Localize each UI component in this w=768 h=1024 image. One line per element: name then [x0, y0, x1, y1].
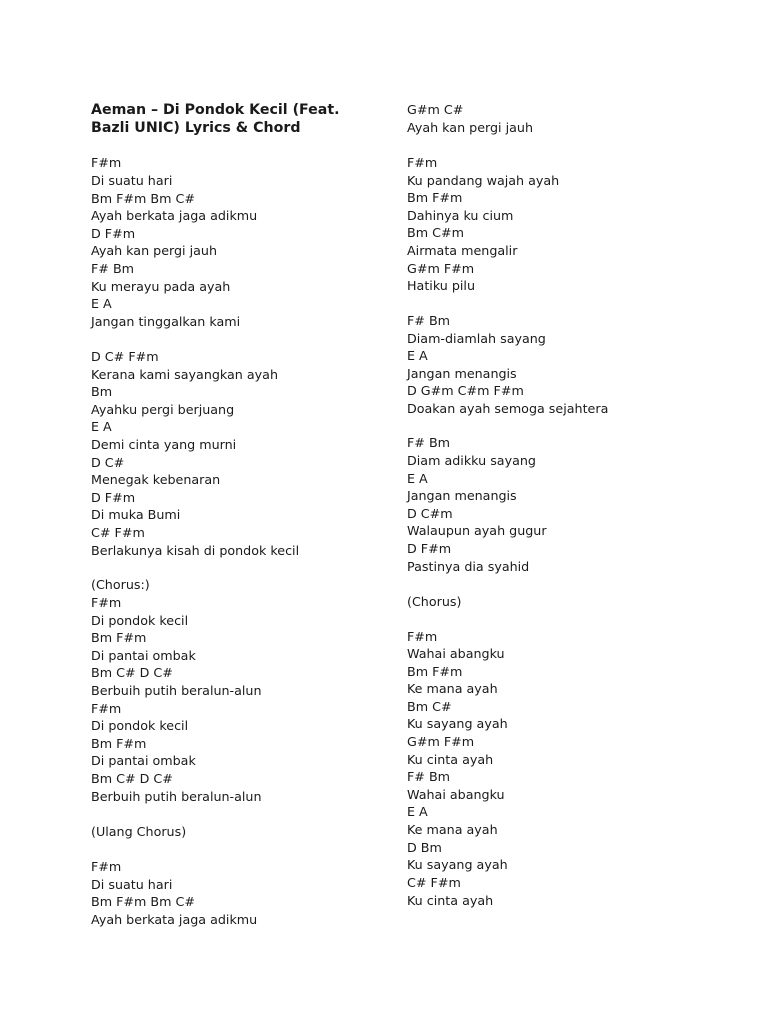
left-line: Bm C# D C# — [91, 771, 173, 786]
right-line: Bm C#m — [407, 225, 464, 240]
right-line: Airmata mengalir — [407, 243, 518, 258]
left-line: Jangan tinggalkan kami — [91, 314, 241, 329]
left-line: Di pantai ombak — [91, 753, 196, 768]
left-line: F#m — [91, 701, 122, 716]
left-line: Berlakunya kisah di pondok kecil — [91, 543, 300, 558]
song-title — [91, 101, 391, 137]
right-line: Jangan menangis — [407, 366, 517, 381]
right-line: E A — [407, 804, 428, 819]
right-line: Bm C# — [407, 699, 452, 714]
left-line: E A — [91, 296, 112, 311]
left-line: Bm F#m — [91, 630, 147, 645]
right-line: Hatiku pilu — [407, 278, 475, 293]
left-line: Demi cinta yang murni — [91, 437, 237, 452]
left-line: Ku merayu pada ayah — [91, 279, 231, 294]
right-line: D F#m — [407, 541, 452, 556]
right-line: Walaupun ayah gugur — [407, 523, 547, 538]
right-line: D G#m C#m F#m — [407, 383, 524, 398]
right-line: D C#m — [407, 506, 453, 521]
left-line: Di muka Bumi — [91, 507, 181, 522]
left-line: Ayah berkata jaga adikmu — [91, 208, 258, 223]
right-line: Ku pandang wajah ayah — [407, 173, 560, 188]
right-line: Dahinya ku cium — [407, 208, 514, 223]
right-line: Pastinya dia syahid — [407, 559, 530, 574]
left-line: Berbuih putih beralun-alun — [91, 789, 262, 804]
left-line: E A — [91, 419, 112, 434]
left-line: F# Bm — [91, 261, 135, 276]
right-line: Doakan ayah semoga sejahtera — [407, 401, 609, 416]
left-line: Ayah kan pergi jauh — [91, 243, 217, 258]
right-line: (Chorus) — [407, 594, 462, 609]
left-line: Kerana kami sayangkan ayah — [91, 367, 278, 382]
left-line: Ayah berkata jaga adikmu — [91, 912, 258, 927]
left-line: Di suatu hari — [91, 173, 173, 188]
right-line: Ku cinta ayah — [407, 893, 494, 908]
left-line: D F#m — [91, 226, 136, 241]
right-line: G#m C# — [407, 102, 464, 117]
left-line: (Ulang Chorus) — [91, 824, 187, 839]
left-line: Di pondok kecil — [91, 613, 189, 628]
right-line: Ku sayang ayah — [407, 716, 508, 731]
right-line: G#m F#m — [407, 734, 475, 749]
left-line: Bm — [91, 384, 113, 399]
right-line: F# Bm — [407, 313, 451, 328]
left-line: F#m — [91, 155, 122, 170]
right-line: Ku cinta ayah — [407, 752, 494, 767]
right-line: C# F#m — [407, 875, 461, 890]
left-line: Bm F#m Bm C# — [91, 894, 196, 909]
right-line: E A — [407, 348, 428, 363]
left-line: Menegak kebenaran — [91, 472, 221, 487]
right-line: E A — [407, 471, 428, 486]
left-line: F#m — [91, 859, 122, 874]
right-line: Ke mana ayah — [407, 822, 498, 837]
left-line: D C# F#m — [91, 349, 159, 364]
left-line: Bm F#m — [91, 736, 147, 751]
right-line: F# Bm — [407, 435, 451, 450]
right-line: G#m F#m — [407, 261, 475, 276]
right-line: Bm F#m — [407, 664, 463, 679]
right-line: Diam adikku sayang — [407, 453, 536, 468]
right-line: Ayah kan pergi jauh — [407, 120, 533, 135]
right-line: Wahai abangku — [407, 787, 505, 802]
left-line: Di pantai ombak — [91, 648, 196, 663]
right-line: Bm F#m — [407, 190, 463, 205]
left-line: D F#m — [91, 490, 136, 505]
left-line: Ayahku pergi berjuang — [91, 402, 235, 417]
song-title-line-2: Bazli UNIC) Lyrics & Chord — [91, 120, 301, 136]
right-line: F#m — [407, 629, 438, 644]
right-line: Ku sayang ayah — [407, 857, 508, 872]
left-line: Bm C# D C# — [91, 665, 173, 680]
right-line: F#m — [407, 155, 438, 170]
song-title-line-1: Aeman – Di Pondok Kecil (Feat. — [91, 102, 340, 118]
right-line: D Bm — [407, 840, 442, 855]
left-line: Bm F#m Bm C# — [91, 191, 196, 206]
left-line: C# F#m — [91, 525, 145, 540]
right-line: Ke mana ayah — [407, 681, 498, 696]
right-line: Wahai abangku — [407, 646, 505, 661]
left-line: D C# — [91, 455, 125, 470]
left-line: Di pondok kecil — [91, 718, 189, 733]
right-line: Diam-diamlah sayang — [407, 331, 546, 346]
right-line: F# Bm — [407, 769, 451, 784]
left-line: (Chorus:) — [91, 577, 150, 592]
left-line: Di suatu hari — [91, 877, 173, 892]
right-line: Jangan menangis — [407, 488, 517, 503]
left-line: Berbuih putih beralun-alun — [91, 683, 262, 698]
left-line: F#m — [91, 595, 122, 610]
